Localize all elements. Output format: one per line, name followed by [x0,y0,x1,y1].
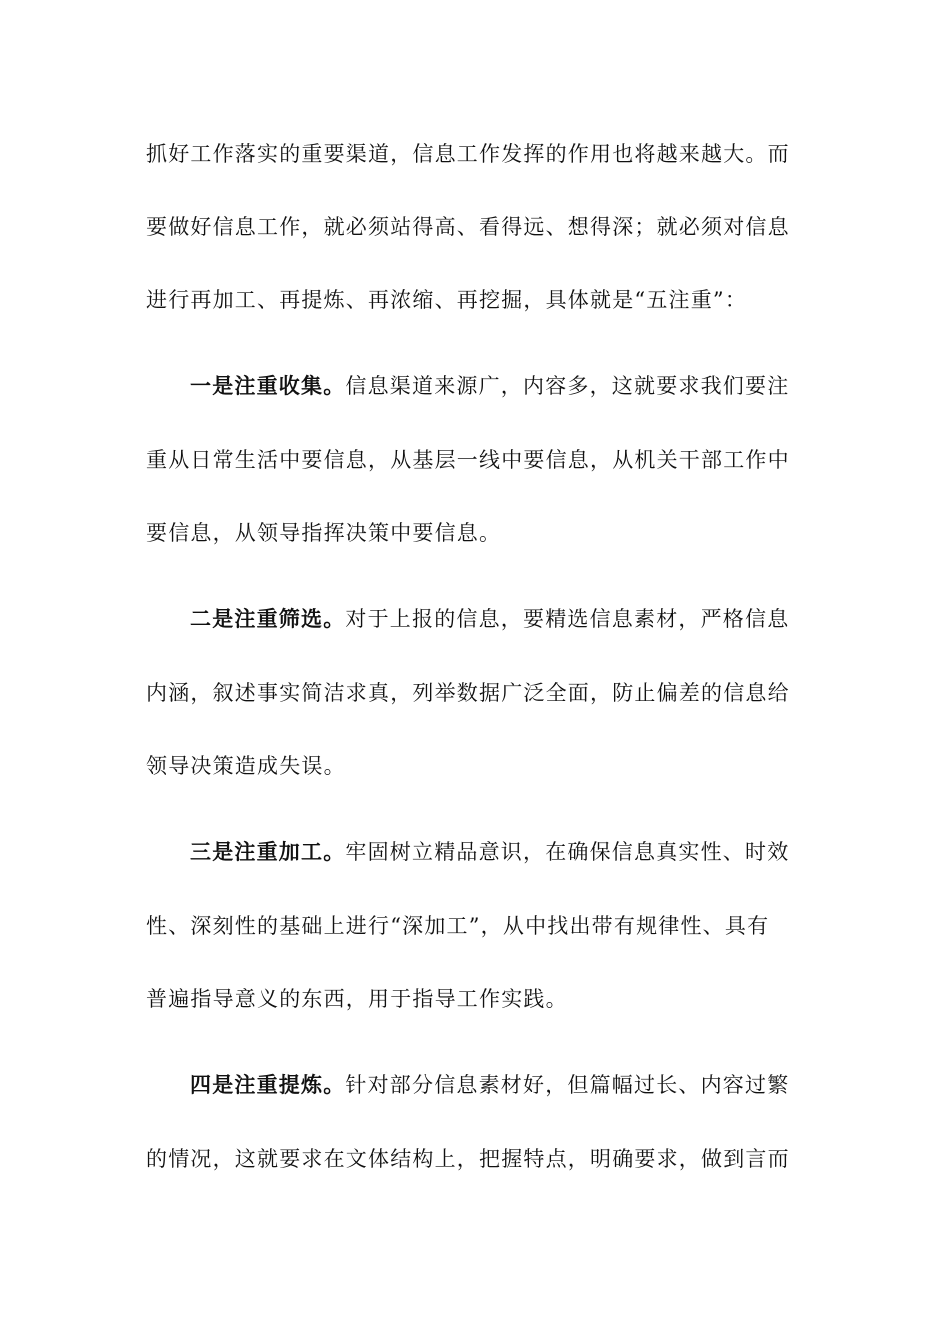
section-2-line-2: 内涵，叙述事实简洁求真，列举数据广泛全面，防止偏差的信息给 [146,681,790,705]
section-1-line-2: 重从日常生活中要信息，从基层一线中要信息，从机关干部工作中 [146,448,790,472]
section-3-text: 牢固树立精品意识，在确保信息真实性、时效 [345,840,790,864]
section-4-heading: 四是注重提炼。 [190,1072,346,1097]
section-1-first-line [190,366,806,406]
section-3-first-line [190,832,806,872]
intro-line-1: 抓好工作落实的重要渠道，信息工作发挥的作用也将越来越大。而 [146,142,790,166]
section-1-heading: 一是注重收集。 [190,373,346,398]
intro-line-2: 要做好信息工作，就必须站得高、看得远、想得深；就必须对信息 [146,215,790,239]
section-4-first-line [190,1065,806,1105]
intro-line-3: 进行再加工、再提炼、再浓缩、再挖掘，具体就是“五注重”： [146,288,748,312]
section-4-text: 针对部分信息素材好，但篇幅过长、内容过繁 [345,1073,790,1097]
section-2-text: 对于上报的信息，要精选信息素材，严格信息 [345,607,790,631]
section-1-line-3: 要信息，从领导指挥决策中要信息。 [146,521,502,545]
section-4-line-2: 的情况，这就要求在文体结构上，把握特点，明确要求，做到言而 [146,1147,790,1171]
section-2-first-line [190,599,806,639]
section-1-text: 信息渠道来源广，内容多，这就要求我们要注 [345,374,790,398]
section-3-line-3: 普遍指导意义的东西，用于指导工作实践。 [146,987,568,1011]
section-3-line-2: 性、深刻性的基础上进行“深加工”，从中找出带有规律性、具有 [146,914,770,938]
section-2-heading: 二是注重筛选。 [190,606,346,631]
section-2-line-3: 领导决策造成失误。 [146,754,346,778]
section-3-heading: 三是注重加工。 [190,839,346,864]
